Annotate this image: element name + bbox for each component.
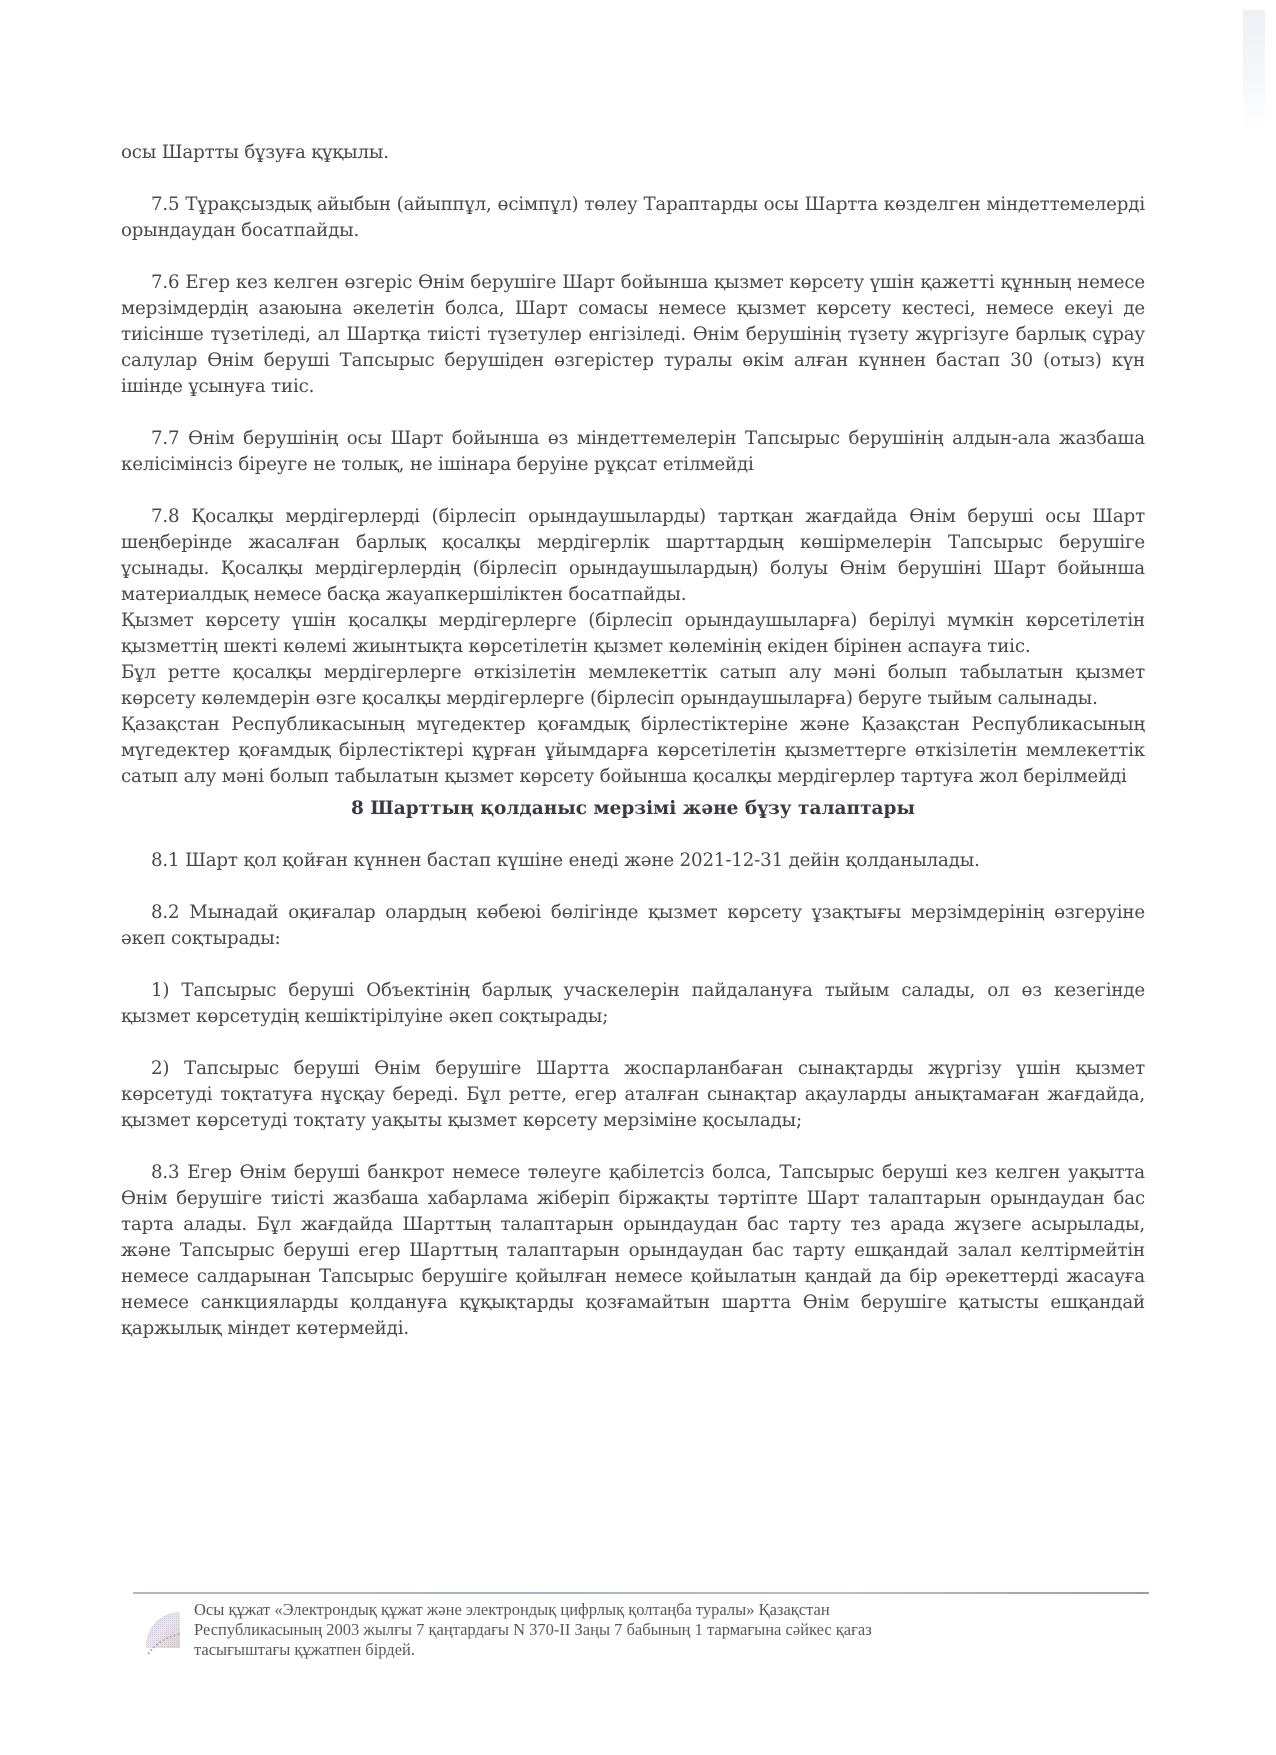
footer-divider xyxy=(133,1592,1149,1594)
paragraph-subcontract-transfer-ban: Бұл ретте қосалқы мердігерлерге өткізілетін мемлекеттік сатып алу мәні болып табылатын қызмет көрсету көлемдерін өзге қосалқы мердігерлерге (бірлесіп орындаушыларға) беруге тыйым салынады. xyxy=(121,662,1145,709)
paragraph-8-2-item-2: 2) Тапсырыс беруші Өнім берушіге Шартта жоспарланбаған сынақтарды жүргізу үшін қызмет көрсетуді тоқтатуға нұсқау береді. Бұл ретте, егер аталған сынақтар ақауларды анықтамаған жағдайда, қызмет көрсетуді тоқтату уақыты қызмет көрсету мерзіміне қосылады; xyxy=(121,1058,1145,1131)
paragraph-7-7: 7.7 Өнім берушінің осы Шарт бойынша өз міндеттемелерін Тапсырыс берушінің алдын-ала жазбаша келісімінсіз біреуге не толық, не ішінара беруіне рұқсат етілмейді xyxy=(121,428,1145,475)
scan-edge-artifact xyxy=(1243,10,1265,130)
paragraph-7-6: 7.6 Егер кез келген өзгеріс Өнім берушіге Шарт бойынша қызмет көрсету үшін қажетті құнның немесе мерзімдердің азаюына әкелетін болса, Шарт сомасы немесе қызмет көрсету кестесі, немесе екеуі де тиісінше түзетіледі, ал Шартқа тиісті түзетулер енгізіледі. Өнім берушінің түзету жүргізуге барлық сұрау салулар Өнім беруші Тапсырыс берушіден өзгерістер туралы өкім алған күннен бастап 30 (отыз) күн ішінде ұсынуға тиіс. xyxy=(121,272,1145,397)
paragraph-gap xyxy=(121,874,1145,900)
footer-legal-notice xyxy=(194,1600,872,1660)
paragraph-8-3: 8.3 Егер Өнім беруші банкрот немесе төлеуге қабілетсіз болса, Тапсырыс беруші кез келген уақытта Өнім берушіге тиісті жазбаша хабарлама жіберіп біржақты тәртіпте Шарт талаптарын орындаудан бас тарта алады. Бұл жағдайда Шарттың талаптарын орындаудан бас тарту тез арада жүзеге асырылады, және Тапсырыс беруші егер Шарттың талаптарын орындаудан бас тарту ешқандай залал келтірмейтін немесе салдарынан Тапсырыс берушіге қойылған немесе қойылатын қандай да бір әрекеттерді жасауға немесе санкцияларды қолдануға құқықтарды қозғамайтын шартта Өнім берушіге қатысты ешқандай қаржылық міндет көтермейді. xyxy=(121,1162,1145,1339)
paragraph-8-2: 8.2 Мынадай оқиғалар олардың көбеюі бөлігінде қызмет көрсету ұзақтығы мерзімдерінің өзгеруіне әкеп соқтырады: xyxy=(121,902,1145,949)
paragraph-7-4-continuation: осы Шартты бұзуға құқылы. xyxy=(121,142,389,163)
paragraph-gap xyxy=(121,952,1145,978)
footer-line-1: Осы құжат «Электрондық құжат және электрондық цифрлық қолтаңба туралы» Қазақстан xyxy=(194,1600,830,1619)
paragraph-gap xyxy=(121,822,1145,848)
paragraph-8-2-item-1: 1) Тапсырыс беруші Объектінің барлық учаскелерін пайдалануға тыйым салады, ол өз кезегінде қызмет көрсетудің кешіктірілуіне әкеп соқтырады; xyxy=(121,980,1145,1027)
document-page xyxy=(121,140,1145,1342)
paragraph-gap xyxy=(121,478,1145,504)
paragraph-gap xyxy=(121,166,1145,192)
paragraph-8-1: 8.1 Шарт қол қойған күннен бастап күшіне енеді және 2021-12-31 дейін қолданылады. xyxy=(151,850,980,871)
paragraph-gap xyxy=(121,1134,1145,1160)
paragraph-disabled-organizations: Қазақстан Республикасының мүгедектер қоғамдық бірлестіктеріне және Қазақстан Республикасының мүгедектер қоғамдық бірлестіктері құрған ұйымдарға көрсетілетін қызметтерге өткізілетін мемлекеттік сатып алу мәні болып табылатын қызмет көрсету бойынша қосалқы мердігерлер тартуға жол берілмейді xyxy=(121,714,1145,787)
section-heading-8: 8 Шарттың қолданыс мерзімі және бұзу талаптары xyxy=(350,798,915,819)
footer-line-2: Республикасының 2003 жылғы 7 қаңтардағы N 370-II Заңы 7 бабының 1 тармағына сәйкес қағаз xyxy=(194,1620,872,1639)
paragraph-7-8: 7.8 Қосалқы мердігерлерді (бірлесіп орындаушыларды) тартқан жағдайда Өнім беруші осы Шарт шеңберінде жасалған барлық қосалқы мердігерлік шарттардың көшірмелерін Тапсырыс берушіге ұсынады. Қосалқы мердігерлердің (бірлесіп орындаушылардың) болуы Өнім берушіні Шарт бойынша материалдық немесе басқа жауапкершіліктен босатпайды. xyxy=(121,506,1145,605)
egov-seal-icon xyxy=(140,1608,186,1660)
footer-line-3: тасығыштағы құжатпен бірдей. xyxy=(194,1640,415,1659)
paragraph-subcontract-limit: Қызмет көрсету үшін қосалқы мердігерлерге (бірлесіп орындаушыларға) берілуі мүмкін көрсетілетін қызметтің шекті көлемі жиынтықта көрсетілетін қызмет көлемінің екіден бірінен аспауға тиіс. xyxy=(121,610,1145,657)
footer xyxy=(140,1600,1140,1660)
paragraph-gap xyxy=(121,1030,1145,1056)
paragraph-gap xyxy=(121,244,1145,270)
paragraph-gap xyxy=(121,400,1145,426)
paragraph-7-5: 7.5 Тұрақсыздық айыбын (айыппұл, өсімпұл) төлеу Тараптарды осы Шартта көзделген міндеттемелерді орындаудан босатпайды. xyxy=(121,194,1145,241)
